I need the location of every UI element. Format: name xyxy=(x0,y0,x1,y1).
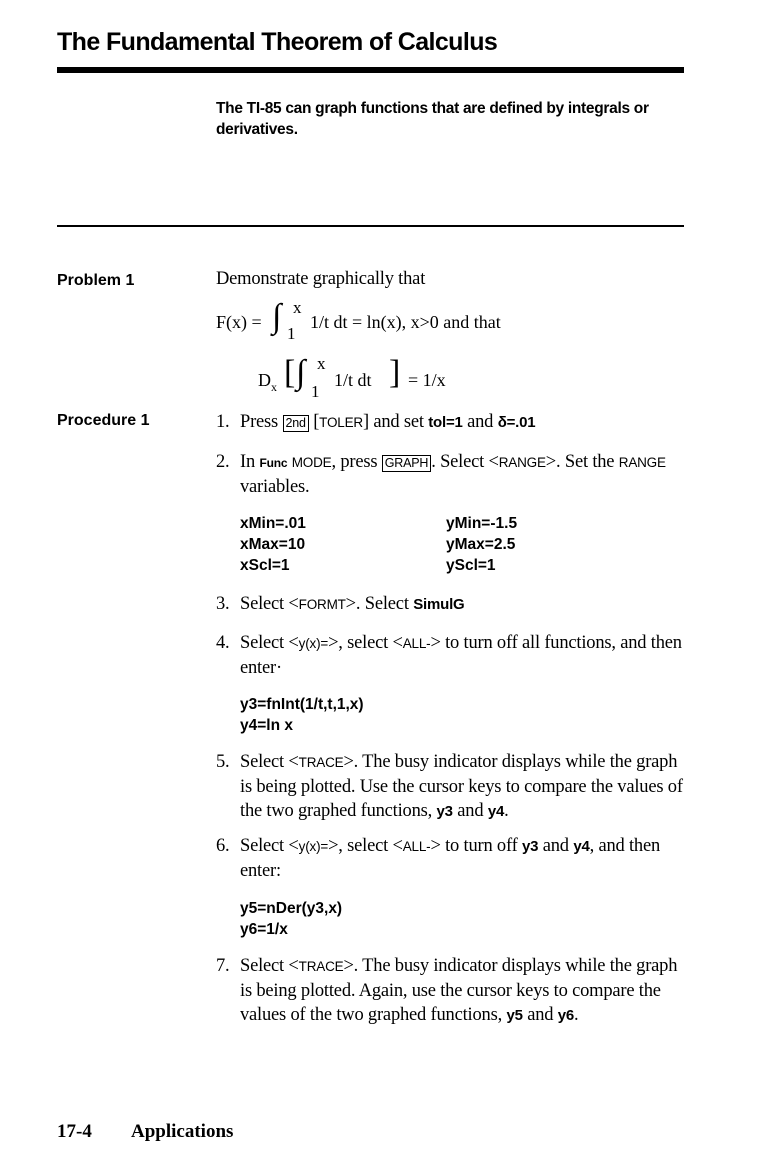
problem-text: Demonstrate graphically that xyxy=(216,269,426,289)
section-name: Applications xyxy=(131,1121,234,1142)
eq2-d: D xyxy=(258,370,271,390)
range-values-right: yMin=-1.5 yMax=2.5 yScl=1 xyxy=(446,515,518,574)
page-footer xyxy=(57,1121,233,1143)
integral-sign-icon: ∫ xyxy=(272,298,282,335)
right-bracket-icon: ] xyxy=(389,354,401,391)
integral-sign-icon: ∫ xyxy=(296,354,306,391)
key-graph: GRAPH xyxy=(382,455,431,472)
entry-block-2: y5=nDer(y3,x) y6=1/x xyxy=(240,900,343,938)
step-2: 2. In Func MODE, press GRAPH . Select <RANGE>. Set the RANGE variables. xyxy=(216,452,666,497)
step-3: 3. Select <FORMT>. Select SimulG xyxy=(216,594,465,614)
entry-block-1: y3=fnInt(1/t,t,1,x) y4=ln x xyxy=(240,696,364,734)
step-4: 4. Select <y(x)=>, select <ALL-> to turn off all functions, and then enter· xyxy=(216,633,682,678)
intro-text: The TI-85 can graph functions that are defined by integrals or derivatives. xyxy=(216,100,649,138)
step-5: 5. Select <TRACE>. The busy indicator displays while the graph is being plotted. Use the cursor keys to compare the values of the two graphed functions, y3 and y4. xyxy=(216,752,683,821)
section-rule xyxy=(57,225,684,227)
left-bracket-icon: [ xyxy=(284,354,296,391)
step-7: 7. Select <TRACE>. The busy indicator displays while the graph is being plotted. Again, use the cursor keys to compare the values of the two graphed functions, y5 and y6. xyxy=(216,956,678,1025)
page-title: The Fundamental Theorem of Calculus xyxy=(57,28,498,56)
eq2-lower-limit: 1 xyxy=(311,382,320,401)
problem-label: Problem 1 xyxy=(57,272,135,289)
eq2-upper-limit: x xyxy=(317,354,326,373)
eq2-subscript: x xyxy=(271,380,277,394)
title-rule xyxy=(57,67,684,73)
equation-derivative xyxy=(258,356,518,404)
step-1: 1. Press 2nd [TOLER] and set tol=1 and δ=.01 xyxy=(216,412,536,432)
key-2nd: 2nd xyxy=(283,415,309,432)
page-number: 17-4 xyxy=(57,1121,92,1142)
eq2-body: 1/t dt xyxy=(334,370,372,390)
eq1-lower-limit: 1 xyxy=(287,324,296,343)
equation-integral xyxy=(216,300,616,344)
eq2-rhs: = 1/x xyxy=(408,370,446,390)
eq1-upper-limit: x xyxy=(293,298,302,317)
step-6: 6. Select <y(x)=>, select <ALL-> to turn off y3 and y4, and then enter: xyxy=(216,836,661,881)
range-values-left: xMin=.01 xMax=10 xScl=1 xyxy=(240,515,306,574)
eq1-lhs: F(x) = xyxy=(216,312,262,332)
eq1-rhs: 1/t dt = ln(x), x>0 and that xyxy=(310,312,501,332)
procedure-label: Procedure 1 xyxy=(57,412,150,429)
